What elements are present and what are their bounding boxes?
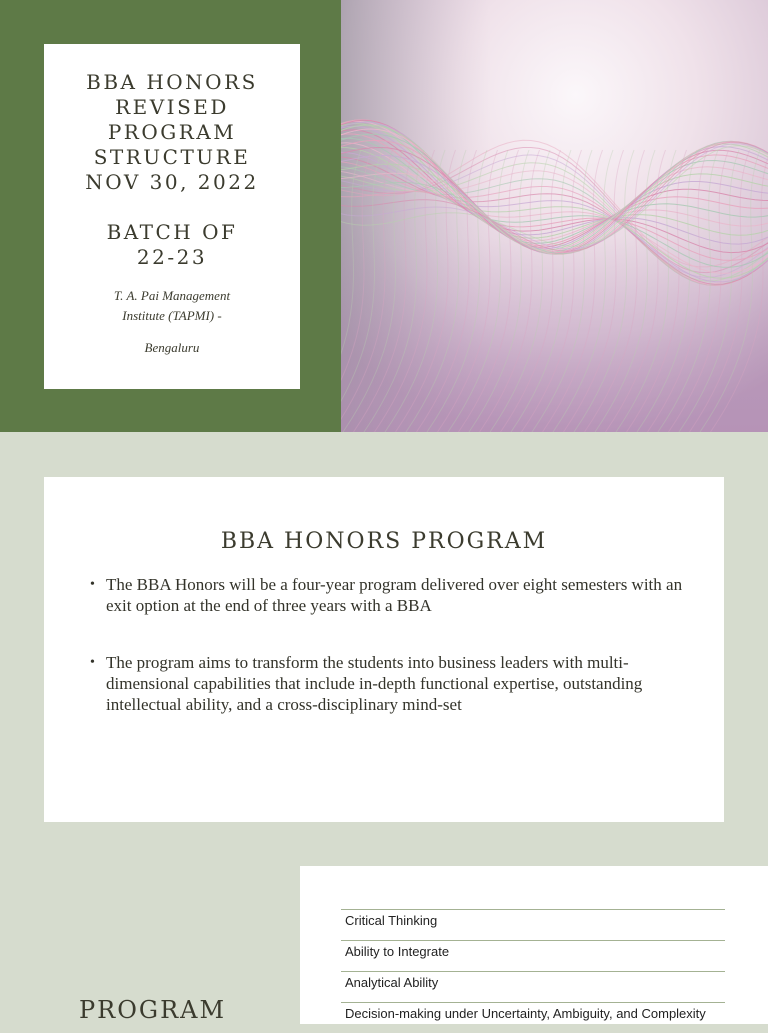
title-line: BBA HONORS (52, 70, 292, 95)
slide-title: PROGRAM (79, 996, 226, 1024)
capability-item: Decision-making under Uncertainty, Ambiguity, and Complexity (341, 1002, 725, 1033)
program-goals-slide (0, 866, 768, 1024)
bullet-list (90, 574, 710, 715)
batch-label (52, 220, 292, 270)
batch-line: BATCH OF (52, 220, 292, 245)
title-date: NOV 30, 2022 (52, 170, 292, 195)
institute-name (44, 286, 300, 358)
bullet-item: • The program aims to transform the students into business leaders with multi-dimensional capabilities that include in-depth functional expertise, outstanding intellectual ability, and a cross-disciplinary mind-set (90, 652, 710, 715)
title-line: REVISED (52, 95, 292, 120)
capability-list (341, 909, 725, 1033)
batch-year: 22-23 (52, 245, 292, 270)
title-card (44, 44, 300, 389)
title-line: STRUCTURE (52, 145, 292, 170)
capabilities-panel (300, 866, 768, 1024)
wave-graphic (341, 0, 768, 432)
title-slide (0, 0, 768, 432)
capability-item: Ability to Integrate (341, 940, 725, 971)
capability-item: Critical Thinking (341, 909, 725, 940)
slide3-side-panel (0, 866, 300, 1024)
bullet-item: • The BBA Honors will be a four-year program delivered over eight semesters with an exit option at the end of three years with a BBA (90, 574, 710, 616)
abstract-wave-image (341, 0, 768, 432)
institute-line: Institute (TAPMI) - (44, 306, 300, 326)
institute-line: T. A. Pai Management (44, 286, 300, 306)
title-line: PROGRAM (52, 120, 292, 145)
slide-title: BBA HONORS PROGRAM (44, 529, 724, 554)
presentation-title (52, 70, 292, 270)
capability-item: Analytical Ability (341, 971, 725, 1002)
institute-city: Bengaluru (44, 338, 300, 358)
program-overview-slide (44, 477, 724, 822)
